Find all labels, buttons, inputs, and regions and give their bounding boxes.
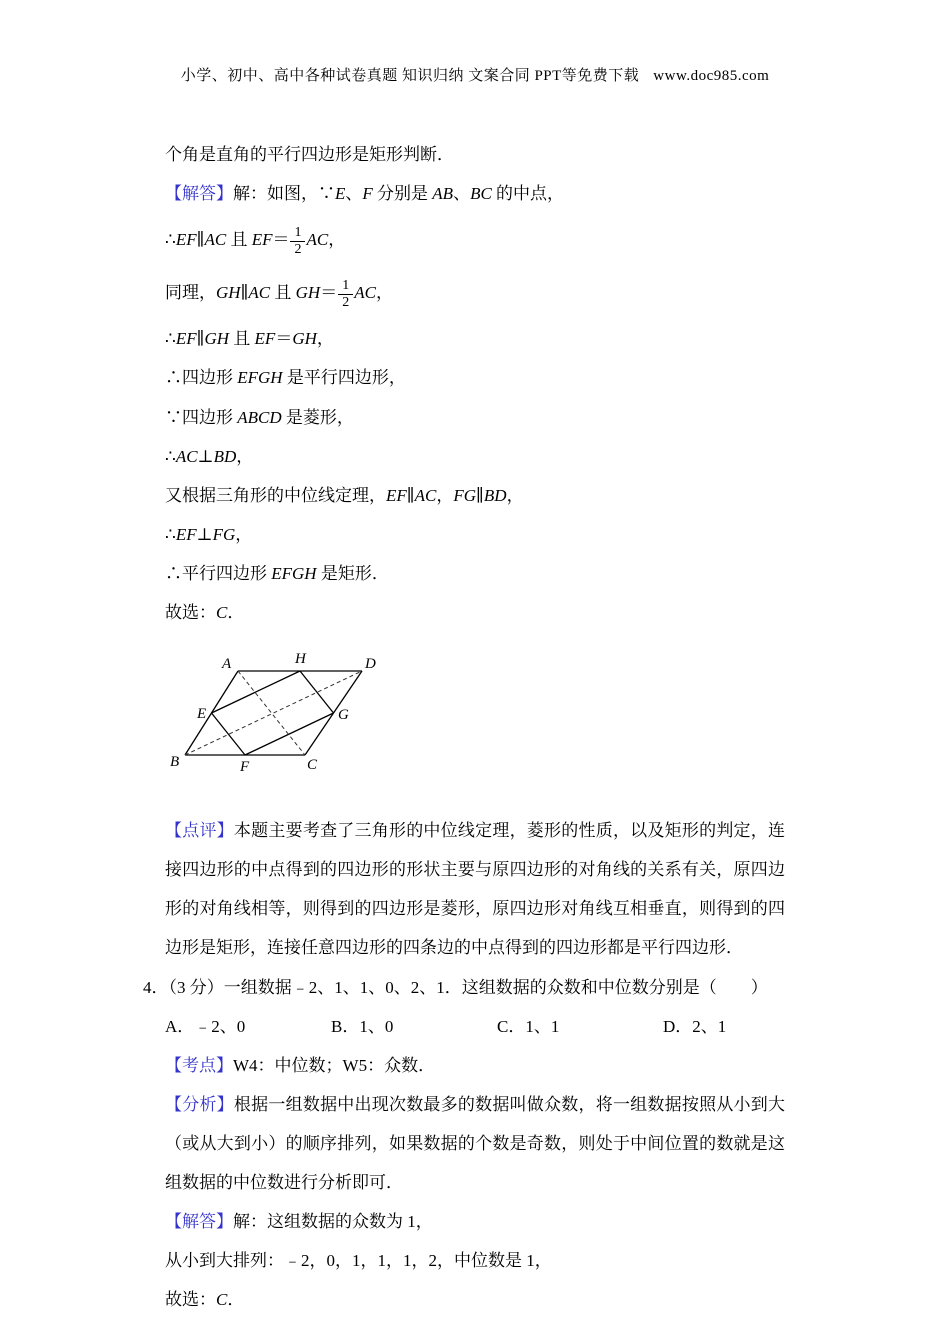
vertex-label-B: B [170,754,180,771]
text-run: ∵四边形 [165,407,238,427]
fraction [290,225,305,258]
text-run: ∴四边形 [165,368,238,388]
continuation-line [165,135,785,174]
document-content [143,135,786,1319]
rhombus-midpoint-diagram [165,638,395,790]
question-4 [143,968,785,1007]
text-run: ＝ [272,230,290,250]
text-run: 解：这组数据的众数为 1， [233,1212,433,1232]
math-variable: AC [354,283,376,303]
fraction-numerator: 1 [338,278,353,295]
math-variable: EFGH [271,563,317,583]
math-variable: FG [212,524,236,544]
math-variable: C [216,1290,228,1310]
text-run: ∴平行四边形 [165,563,272,583]
solution-q4-intro [165,1202,785,1241]
text-run: ⊥ [196,524,213,544]
text-run: ． [227,1290,245,1310]
math-variable: GH [295,283,321,303]
text-run: 解：如图，∵ [233,184,335,204]
step-midline-theorem [165,476,785,515]
math-variable: AC [204,230,227,250]
solution-q4-sorted [165,1241,785,1280]
math-variable: AC [414,485,437,505]
math-variable: AC [175,446,198,466]
text-run: ， [328,230,346,250]
text-run: ∥ [476,485,484,505]
math-variable: EF [386,485,407,505]
edge-GF [245,713,334,755]
text-run: 同理， [165,283,216,303]
text-run: 4．（3 分）一组数据﹣2、1、1、0、2、1．这组数据的众数和中位数分别是（ ） [143,977,768,997]
math-variable: EF [175,230,197,250]
step-abcd-rhombus [165,398,785,437]
answer-choice-line [165,593,785,632]
text-run: 、 [345,184,363,204]
text-run: ∥ [240,283,249,303]
text-run: ． [227,603,245,623]
text-run: 根据一组数据中出现次数最多的数据叫做众数，将一组数据按照从小到大（或从大到小）的顺序排列，如果数据的个数是奇数，则处于中间位置的数就是这组数据的中位数进行分析即可． [165,1094,786,1192]
question-4-choices [165,1007,785,1046]
geometry-figure [165,638,785,795]
text-run: ∥ [196,230,205,250]
vertex-label-F: F [240,759,250,776]
text-run: ， [316,329,334,349]
answer-choice-line-2 [165,1280,785,1319]
text-run: ， [375,283,393,303]
math-variable: E [335,184,346,204]
text-run: 且 [270,283,296,303]
step-efgh-rectangle [165,554,785,593]
text-run: ∥ [196,329,205,349]
text-run: 是平行四边形， [282,368,406,388]
text-run: 且 [226,230,252,250]
text-run: 是菱形， [281,407,354,427]
math-variable: AC [306,230,329,250]
text-run: ， [506,485,524,505]
math-variable: F [362,184,373,204]
text-run: 、 [453,184,471,204]
fraction-numerator: 1 [290,225,305,242]
math-variable: EF [254,329,276,349]
vertex-label-D: D [365,656,376,673]
comment-paragraph [165,811,785,967]
text-run: 个角是直角的平行四边形是矩形判断． [165,145,454,164]
math-variable: BC [470,184,492,204]
vertex-label-E: E [197,706,207,723]
math-variable: AB [432,184,454,204]
text-run: 的中点， [491,184,565,204]
page-header [0,0,950,85]
section-label: 【分析】 [165,1094,234,1114]
section-label: 【点评】 [165,821,234,841]
math-variable: BD [483,485,507,505]
text-run: W4：中位数；W5：众数． [233,1055,436,1075]
step-ef-perp-fg [165,515,785,554]
vertex-label-C: C [307,757,318,774]
section-label: 【考点】 [165,1055,233,1075]
exam-point-line [165,1046,785,1085]
math-variable: C [216,603,228,623]
text-run: ∴ [165,230,176,250]
fraction-denominator: 2 [294,241,302,257]
step-efgh-parallelogram [165,358,785,397]
text-run: ， [236,446,254,466]
edge-FE [212,713,246,755]
math-variable: GH [204,329,230,349]
math-variable: ABCD [237,407,282,427]
vertex-label-A: A [222,656,232,673]
choice-option[interactable]: A．﹣2、0 [165,1016,246,1036]
text-run: 从小到大排列：﹣2，0，1，1，1，2，中位数是 1， [165,1251,552,1271]
math-variable: EF [175,329,197,349]
edge-HG [300,671,334,713]
text-run: 分别是 [372,184,433,204]
section-label: 【解答】 [165,184,233,204]
math-variable: GH [216,283,241,303]
fraction-denominator: 2 [342,294,350,310]
text-run: ⊥ [197,446,214,466]
text-run: 是矩形． [316,563,389,583]
step-gh-parallel-ac [165,266,785,319]
text-run: 故选： [165,1290,216,1310]
text-run: 故选： [165,603,216,623]
text-run: ∴ [165,446,176,466]
text-run: ＝ [275,329,293,349]
choice-option[interactable]: B．1、0 [331,1016,394,1036]
text-run: ∴ [165,524,176,544]
text-run: ＝ [320,283,338,303]
section-label: 【解答】 [165,1212,233,1232]
math-variable: FG [453,485,477,505]
choice-option[interactable]: D．2、1 [663,1016,727,1036]
step-ef-parallel-ac [165,213,785,266]
vertex-label-G: G [338,707,349,724]
text-run: ， [436,485,454,505]
math-variable: EF [175,524,197,544]
math-variable: EFGH [237,368,283,388]
text-run: ∴ [165,329,176,349]
fraction [338,278,353,311]
header-site-link[interactable]: www.doc985.com [653,68,770,84]
step-ac-perp-bd [165,437,785,476]
text-run: 本题主要考查了三角形的中位线定理，菱形的性质，以及矩形的判定，连接四边形的中点得到的四边形的形状主要与原四边形的对角线的关系有关，原四边形的对角线相等，则得到的四边形是菱形，原四边形对角线互相垂直，则得到的四边形是矩形，连接任意四边形的四条边的中点得到的四边形都是平行四边形． [165,821,786,958]
math-variable: GH [292,329,317,349]
choice-option[interactable]: C．1、1 [497,1016,560,1036]
solution-intro [165,174,785,213]
math-variable: BD [213,446,237,466]
header-title: 小学、初中、高中各种试卷真题 知识归纳 文案合同 PPT等免费下载 [180,68,640,84]
math-variable: EF [251,230,273,250]
text-run: ∥ [406,485,415,505]
text-run: 又根据三角形的中位线定理， [165,485,386,505]
step-ef-parallel-gh [165,319,785,358]
analysis-paragraph [165,1085,785,1202]
math-variable: AC [248,283,271,303]
text-run: 且 [229,329,255,349]
vertex-label-H: H [295,651,306,668]
text-run: ， [235,524,253,544]
